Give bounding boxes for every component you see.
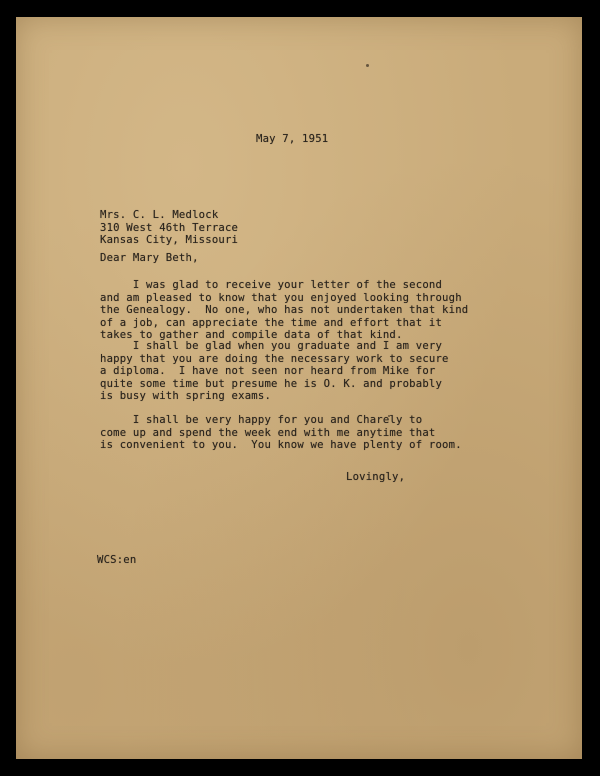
ink-spot <box>366 64 369 67</box>
recipient-address <box>100 209 238 247</box>
recipient-street: 310 West 46th Terrace <box>100 221 239 234</box>
paragraph-line: come up and spend the week end with me anytime that <box>100 426 436 439</box>
paragraph-line: of a job, can appreciate the time and effort that it <box>100 316 443 329</box>
paragraph-2 <box>100 340 449 403</box>
paragraph-line: and am pleased to know that you enjoyed looking through <box>100 291 462 304</box>
paragraph-line: is busy with spring exams. <box>100 390 272 402</box>
paragraph-line: I was glad to receive your letter of the second <box>100 279 443 291</box>
paragraph-line: the Genealogy. No one, who has not undertaken that kind <box>100 304 469 316</box>
letter-page <box>16 17 582 759</box>
paragraph-line: a diploma. I have not seen nor heard from Mike for <box>100 365 436 377</box>
paragraph-line: quite some time but presume he is O. K. and probably <box>100 377 443 390</box>
paragraph-line: is convenient to you. You know we have plenty of room. <box>100 439 462 451</box>
paragraph-1 <box>100 279 468 342</box>
recipient-city: Kansas City, Missouri <box>100 234 239 246</box>
paragraph-line: I shall be glad when you graduate and I am very <box>100 340 443 352</box>
paragraph-line: happy that you are doing the necessary work to secure <box>100 352 449 365</box>
paragraph-line: takes to gather and compile data of that kind. <box>100 329 403 341</box>
paragraph-3 <box>100 414 462 452</box>
salutation: Dear Mary Beth, <box>100 252 199 264</box>
recipient-name: Mrs. C. L. Medlock <box>100 209 219 221</box>
letter-date: May 7, 1951 <box>256 133 329 145</box>
paragraph-line: I shall be very happy for you and Charely to <box>100 414 423 426</box>
typist-initials: WCS:en <box>97 554 137 566</box>
closing: Lovingly, <box>346 471 406 483</box>
